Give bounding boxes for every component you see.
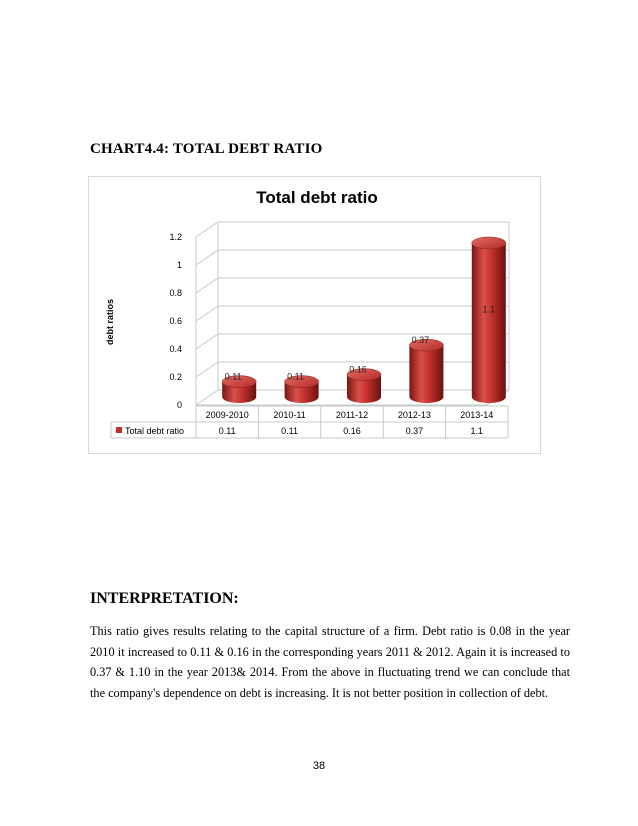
data-label: 0.37 (411, 335, 430, 346)
bar (409, 339, 443, 403)
bar-top (472, 237, 506, 249)
gridline-depth (196, 222, 218, 237)
y-tick-label: 1.2 (169, 232, 182, 242)
legend-label: Total debt ratio (125, 426, 185, 436)
gridline-depth (196, 334, 218, 349)
y-tick-label: 0.2 (169, 372, 182, 382)
chart-title: Total debt ratio (256, 188, 378, 207)
y-axis-label: debt ratios (105, 298, 115, 346)
table-value: 0.37 (405, 426, 424, 436)
gridline-depth (196, 390, 218, 405)
y-tick-label: 0.4 (169, 344, 182, 354)
chart-heading: CHART4.4: TOTAL DEBT RATIO (90, 141, 323, 157)
page-number: 38 (312, 760, 326, 772)
interpretation-title: INTERPRETATION: (90, 590, 239, 607)
table-value: 0.11 (218, 426, 236, 436)
legend-swatch (116, 427, 122, 433)
x-tick-label: 2011-12 (335, 410, 369, 420)
data-label: 0.16 (349, 364, 367, 375)
table-value: 0.11 (281, 426, 299, 436)
gridline-depth (196, 278, 218, 293)
gridline-depth (196, 362, 218, 377)
y-tick-label: 0 (176, 400, 182, 410)
y-tick-label: 0.6 (169, 316, 182, 326)
bar-body (472, 243, 506, 403)
y-tick-label: 0.8 (169, 288, 182, 298)
x-tick-label: 2012-13 (397, 410, 431, 420)
x-tick-label: 2009-2010 (205, 410, 249, 420)
table-value: 0.16 (343, 426, 361, 436)
y-tick-label: 1 (176, 260, 182, 270)
bar (472, 237, 506, 403)
table-value: 1.1 (470, 426, 484, 436)
debt-ratio-chart (88, 176, 541, 454)
gridline-depth (196, 250, 218, 265)
interpretation-text: This ratio gives results relating to the capital structure of a firm. Debt ratio is 0.08 in the year 2010 it increased to 0.11 & 0.16 in the corresponding years 2011 & 2012. Again it is increased to 0.37 & 1.10 in the year 2013& 2014. From the above in fluctuating trend we can conclude that the company's dependence on debt is increasing. It is not better position in collection of debt. (90, 624, 570, 700)
data-label: 0.11 (287, 371, 305, 382)
chart-canvas (89, 177, 540, 453)
bar-body (409, 345, 443, 403)
data-label: 0.11 (224, 371, 242, 382)
gridline-depth (196, 306, 218, 321)
data-label: 1.1 (482, 304, 496, 315)
x-tick-label: 2013-14 (460, 410, 494, 420)
x-tick-label: 2010-11 (273, 410, 306, 420)
